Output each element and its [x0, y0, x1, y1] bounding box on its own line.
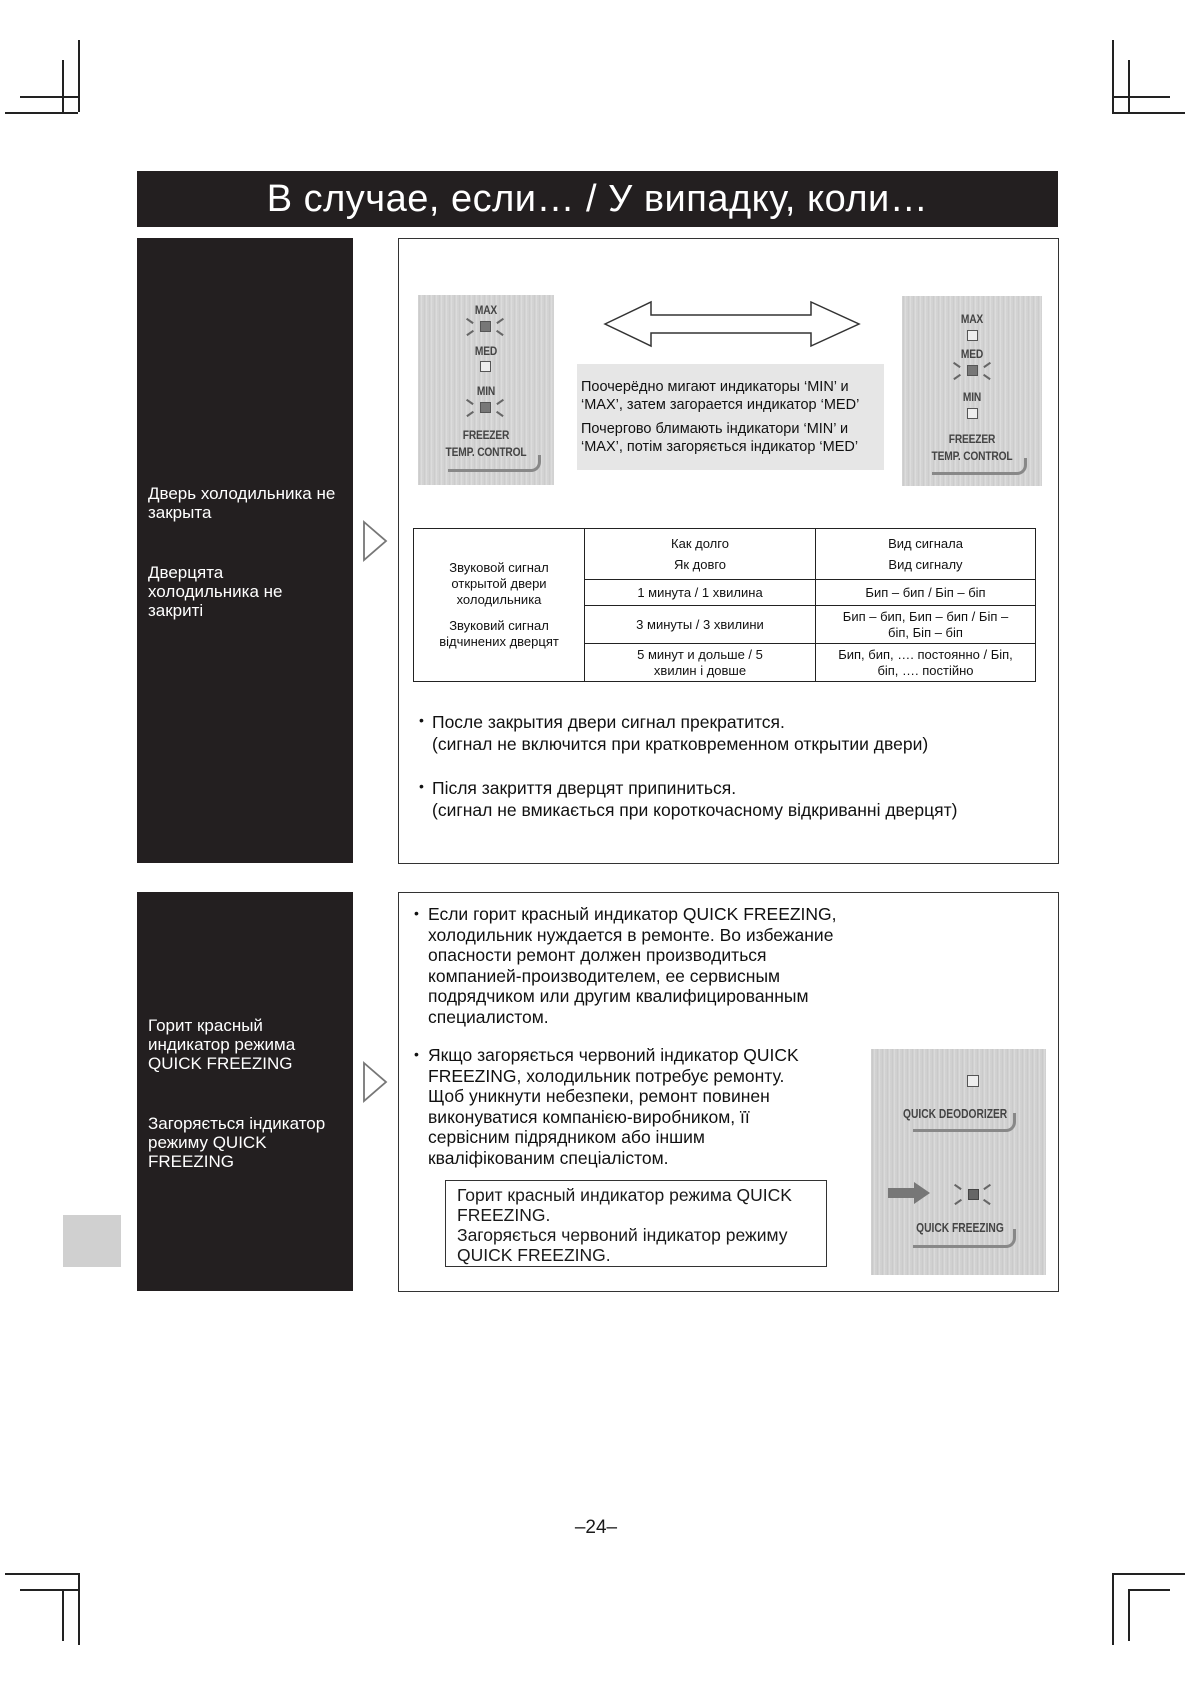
min-indicator-light — [480, 402, 491, 413]
crop-mark — [1112, 1573, 1185, 1575]
temp-control-button — [448, 455, 541, 472]
blink-text-ua: Почергово блимають індикатори ‘MIN’ и ‘MAX’, потім загоряється індикатор ‘MED’ — [581, 421, 859, 455]
crop-mark — [20, 1589, 78, 1591]
bullet-icon: • — [414, 1046, 419, 1062]
crop-mark — [1128, 1589, 1170, 1591]
blink-ray — [954, 1184, 961, 1190]
blink-ray — [953, 374, 960, 380]
col-header-signal — [816, 529, 1036, 580]
note-ru — [419, 711, 1039, 755]
bullet-ua — [414, 1045, 814, 1168]
col-header-signal-ru: Вид сигнала — [888, 535, 963, 551]
med-indicator-light — [480, 361, 491, 372]
row-header-ru: Звуковой сигнал открытой двери холодильника — [449, 560, 549, 607]
quick-freezing-panel-image — [871, 1049, 1046, 1275]
blink-ray — [983, 1199, 990, 1205]
freezer-control-panel-left — [418, 295, 554, 485]
bullet-icon: • — [419, 778, 424, 794]
section2-side-ua: Загоряється індикатор режиму QUICK FREEZING — [148, 1114, 326, 1171]
freezer-label: FREEZER — [462, 428, 510, 442]
page-number: –24– — [574, 1517, 618, 1538]
crop-mark — [78, 1573, 80, 1645]
note-ru-line1: После закрытия двери сигнал прекратится. — [432, 712, 785, 732]
section1-sidebar — [137, 238, 353, 863]
chevron-right-icon — [362, 520, 388, 562]
temp-control-label: TEMP. CONTROL — [445, 445, 527, 459]
blink-ray — [496, 330, 503, 336]
crop-mark — [1112, 40, 1114, 112]
col-header-duration-ua: Як довго — [673, 556, 727, 572]
chevron-right-icon — [362, 1061, 388, 1103]
box-text-ru: Горит красный индикатор режима QUICK FREEZING. — [457, 1185, 792, 1225]
blink-ray — [983, 1184, 990, 1190]
arrow-right-icon — [886, 1180, 932, 1206]
table-cell: Бип – бип / Біп – біп — [816, 580, 1036, 606]
min-indicator-light — [967, 408, 978, 419]
section2-side-ru: Горит красный индикатор режима QUICK FREEZING — [148, 1016, 296, 1073]
table-cell: 5 минут и дольше / 5 хвилин і довше — [585, 644, 816, 682]
min-label: MIN — [962, 390, 982, 404]
crop-mark — [1112, 112, 1185, 114]
med-indicator-light — [967, 365, 978, 376]
quick-freezing-indicator-light — [968, 1189, 979, 1200]
section1-side-ru: Дверь холодильника не закрыта — [148, 484, 336, 522]
min-label: MIN — [476, 384, 496, 398]
bullet-icon: • — [419, 712, 424, 728]
quick-deodorizer-button — [913, 1113, 1016, 1132]
col-header-signal-ua: Вид сигналу — [888, 556, 963, 572]
max-label: MAX — [960, 312, 984, 326]
blink-text-ru: Поочерёдно мигают индикаторы ‘MIN’ и ‘MAX’, затем загорается индикатор ‘MED’ — [581, 379, 860, 413]
quick-freezing-button — [913, 1229, 1016, 1248]
blink-ray — [496, 411, 503, 417]
crop-mark — [78, 40, 80, 112]
max-indicator-light — [480, 321, 491, 332]
max-indicator-light — [967, 330, 978, 341]
blink-ray — [983, 362, 990, 368]
row-header-ua: Звуковий сигнал відчинених дверцят — [439, 618, 559, 649]
quick-deodorizer-label: QUICK DEODORIZER — [902, 1107, 1008, 1121]
blink-ray — [983, 374, 990, 380]
quick-deodorizer-indicator-light — [967, 1075, 979, 1087]
col-header-duration-ru: Как долго — [671, 535, 729, 551]
bullet-ru — [414, 904, 846, 1027]
signal-table — [413, 528, 1036, 682]
bullet-ua-text: Якщо загоряється червоний індикатор QUICK FREEZING, холодильник потребує ремонту. Щоб уникнути небезпеки, ремонт повинен виконуватися компанією-виробником, її сервісним підрядником або іншим кваліфікованим спеціалістом. — [428, 1045, 799, 1168]
note-ua-line1: Після закриття дверцят припиниться. — [432, 778, 737, 798]
page-title: В случае, если… / У випадку, коли… — [137, 171, 1058, 227]
bullet-icon: • — [414, 905, 419, 921]
note-ua — [419, 777, 1039, 821]
max-label: MAX — [474, 303, 498, 317]
page-tab-marker — [63, 1215, 121, 1267]
quick-freezing-label: QUICK FREEZING — [916, 1221, 1004, 1235]
crop-mark — [1128, 60, 1130, 112]
crop-mark — [62, 1589, 64, 1641]
med-label: MED — [474, 344, 498, 358]
table-cell: Бип, бип, …. постоянно / Біп, біп, …. постійно — [816, 644, 1036, 682]
crop-mark — [1112, 96, 1170, 98]
table-row-header — [414, 529, 585, 682]
box-text-ua: Загоряється червоний індикатор режиму QUICK FREEZING. — [457, 1225, 788, 1265]
table-cell: Бип – бип, Бип – бип / Біп – біп, Біп – біп — [816, 606, 1036, 644]
section1-side-ua: Дверцята холодильника не закриті — [148, 563, 283, 620]
blink-description — [577, 364, 884, 470]
bullet-ru-text: Если горит красный индикатор QUICK FREEZING, холодильник нуждается в ремонте. Во избежание опасности ремонт должен производиться компанией-производителем, ее сервисным подрядчиком или другим квалифицированным специалистом. — [428, 904, 837, 1027]
double-arrow-icon — [603, 300, 861, 348]
freezer-label: FREEZER — [948, 432, 996, 446]
crop-mark — [20, 96, 78, 98]
section2-sidebar — [137, 892, 353, 1291]
blink-ray — [496, 399, 503, 405]
blink-ray — [954, 1199, 961, 1205]
freezer-control-panel-right — [902, 296, 1042, 486]
table-cell: 3 минуты / 3 хвилини — [585, 606, 816, 644]
blink-ray — [466, 399, 473, 405]
temp-control-label: TEMP. CONTROL — [931, 449, 1013, 463]
blink-ray — [953, 362, 960, 368]
crop-mark — [1112, 1573, 1114, 1645]
table-cell: 1 минута / 1 хвилина — [585, 580, 816, 606]
crop-mark — [62, 60, 64, 112]
note-ua-line2: (сигнал не вмикається при короткочасному відкриванні дверцят) — [432, 800, 958, 820]
med-label: MED — [960, 347, 984, 361]
crop-mark — [1128, 1589, 1130, 1641]
quick-freezing-box — [445, 1180, 827, 1267]
blink-ray — [466, 411, 473, 417]
col-header-duration — [585, 529, 816, 580]
crop-mark — [5, 1573, 78, 1575]
blink-ray — [466, 318, 473, 324]
temp-control-button — [932, 458, 1027, 475]
blink-ray — [466, 330, 473, 336]
note-ru-line2: (сигнал не включится при кратковременном открытии двери) — [432, 734, 929, 754]
crop-mark — [5, 112, 78, 114]
blink-ray — [496, 318, 503, 324]
